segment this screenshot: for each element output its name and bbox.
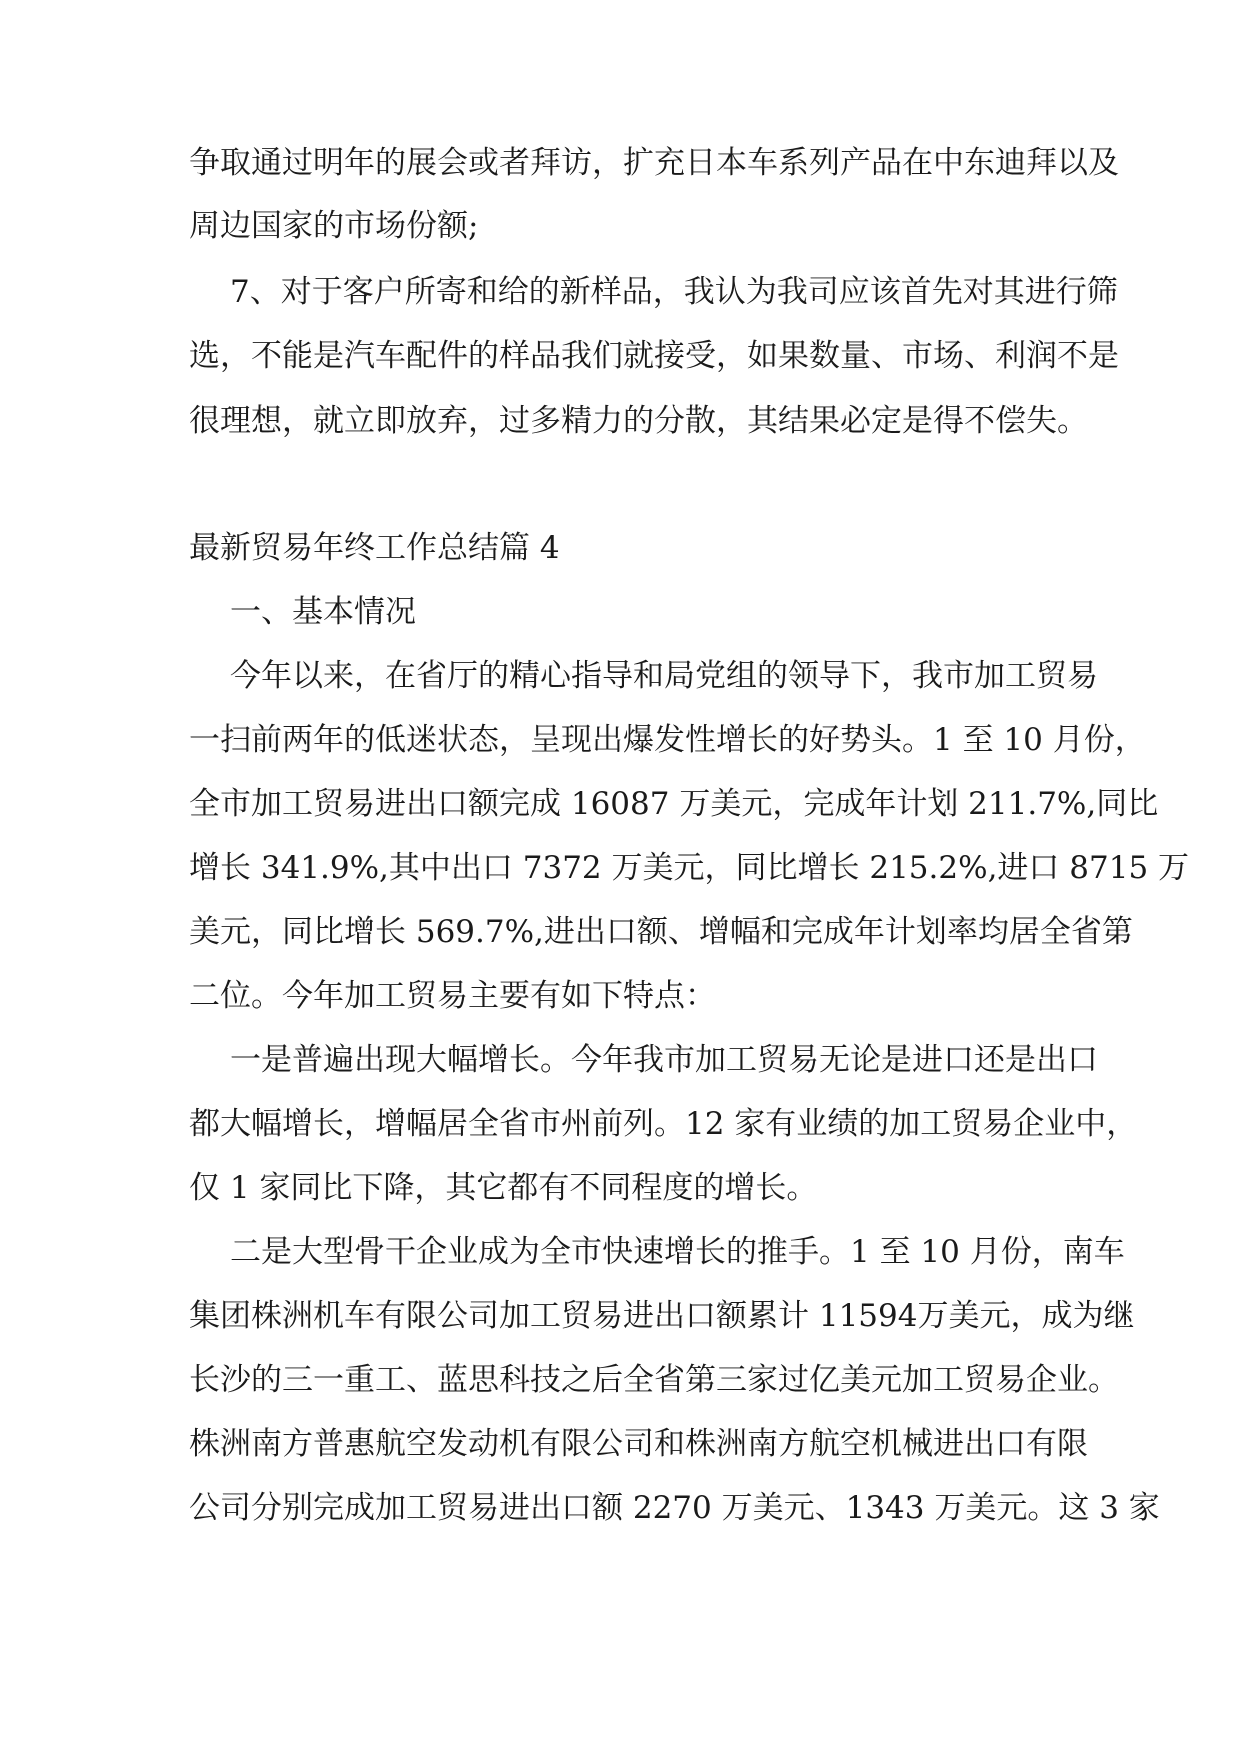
paragraph-line: 今年以来，在省厅的精心指导和局党组的领导下，我市加工贸易 [230, 658, 1098, 694]
paragraph-line: 公司分别完成加工贸易进出口额 2270 万美元、1343 万美元。这 3 家 [189, 1490, 1160, 1526]
paragraph-line: 增长 341.9%,其中出口 7372 万美元，同比增长 215.2%,进口 8715 万 [189, 850, 1190, 886]
paragraph-line: 二位。今年加工贸易主要有如下特点： [189, 978, 716, 1014]
paragraph-line: 一是普遍出现大幅增长。今年我市加工贸易无论是进口还是出口 [230, 1042, 1098, 1078]
paragraph-line: 美元，同比增长 569.7%,进出口额、增幅和完成年计划率均居全省第 [189, 914, 1133, 950]
subsection-heading: 一、基本情况 [230, 594, 416, 630]
paragraph-line: 长沙的三一重工、蓝思科技之后全省第三家过亿美元加工贸易企业。 [189, 1362, 1119, 1398]
paragraph-line: 仅 1 家同比下降，其它都有不同程度的增长。 [189, 1170, 818, 1206]
paragraph-line: 全市加工贸易进出口额完成 16087 万美元，完成年计划 211.7%,同比 [189, 786, 1159, 822]
section-title: 最新贸易年终工作总结篇 4 [189, 530, 560, 566]
paragraph-line: 二是大型骨干企业成为全市快速增长的推手。1 至 10 月份，南车 [230, 1234, 1125, 1270]
list-item-7: 7、对于客户所寄和给的新样品，我认为我司应该首先对其进行筛 [230, 274, 1118, 310]
paragraph-line: 一扫前两年的低迷状态，呈现出爆发性增长的好势头。1 至 10 月份， [189, 722, 1146, 758]
paragraph-line: 集团株洲机车有限公司加工贸易进出口额累计 11594万美元，成为继 [189, 1298, 1135, 1334]
body-text-line: 很理想，就立即放弃，过多精力的分散，其结果必定是得不偿失。 [189, 403, 1088, 439]
body-text-line: 选，不能是汽车配件的样品我们就接受，如果数量、市场、利润不是 [189, 338, 1119, 374]
body-text-line: 争取通过明年的展会或者拜访，扩充日本车系列产品在中东迪拜以及 [189, 145, 1119, 181]
body-text-line: 周边国家的市场份额; [189, 208, 479, 244]
paragraph-line: 株洲南方普惠航空发动机有限公司和株洲南方航空机械进出口有限 [189, 1426, 1088, 1462]
paragraph-line: 都大幅增长，增幅居全省市州前列。12 家有业绩的加工贸易企业中， [189, 1106, 1138, 1142]
